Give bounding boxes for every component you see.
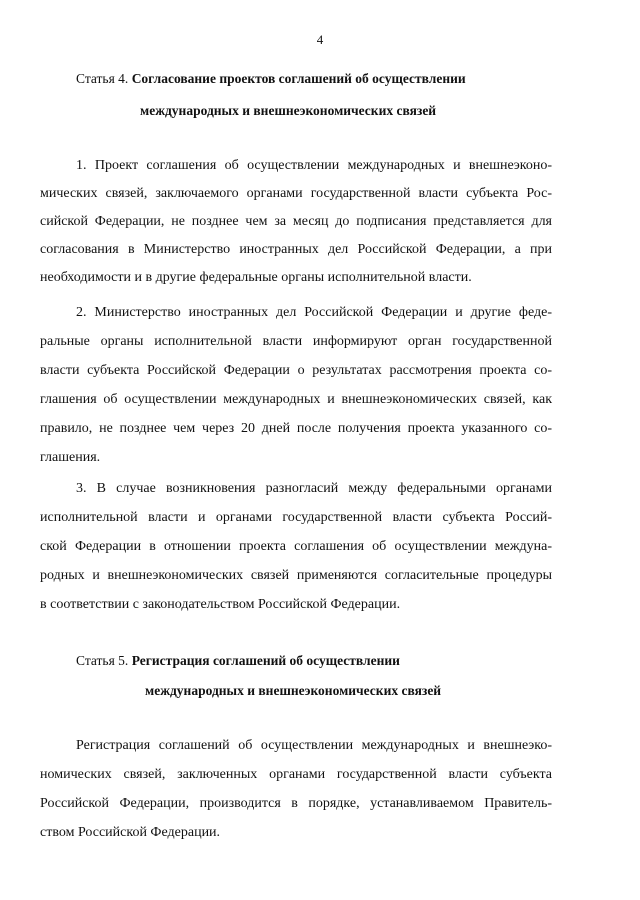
article-5-heading [76,652,400,670]
text-line: ской Федерации в отношении проекта соглашения об осуществлении междуна- [40,539,552,554]
text-line: номических связей, заключенных органами государственной власти субъекта [40,767,552,782]
article-4-heading [76,70,466,88]
text-line: 1. Проект соглашения об осуществлении международных и внешнеэконо- [76,158,552,173]
text-line: ством Российской Федерации. [40,825,221,840]
text-line: необходимости и в другие федеральные органы исполнительной власти. [40,270,472,285]
text-line: глашения об осуществлении международных и внешнеэкономических связей, как [40,392,552,407]
text-line: глашения. [40,450,101,465]
text-line: родных и внешнеэкономических связей применяются согласительные процедуры [40,568,552,583]
text-line: власти субъекта Российской Федерации о результатах рассмотрения проекта со- [40,363,552,378]
article-5-title-line-2: международных и внешнеэкономических связей [145,683,442,698]
page-number: 4 [316,32,324,47]
text-line: Российской Федерации, производится в порядке, устанавливаемом Правитель- [40,796,552,811]
text-line: мических связей, заключаемого органами государственной власти субъекта Рос- [40,186,552,201]
text-line: Регистрация соглашений об осуществлении международных и внешнеэко- [76,738,552,753]
text-line: в соответствии с законодательством Российской Федерации. [40,597,401,612]
text-line: 3. В случае возникновения разногласий между федеральными органами [76,481,552,496]
article-5-number: Статья 5. [76,653,129,668]
text-line: сийской Федерации, не позднее чем за месяц до подписания представляется для [40,214,552,229]
article-4-title-line-2: международных и внешнеэкономических связей [140,103,437,118]
article-4-title-line-1: Согласование проектов соглашений об осуществлении [131,71,466,86]
text-line: 2. Министерство иностранных дел Российской Федерации и другие феде- [76,305,552,320]
text-line: исполнительной власти и органами государственной власти субъекта Россий- [40,510,552,525]
text-line: ральные органы исполнительной власти информируют орган государственной [40,334,552,349]
article-4-number: Статья 4. [76,71,129,86]
text-line: правило, не позднее чем через 20 дней после получения проекта указанного со- [40,421,552,436]
article-5-title-line-1: Регистрация соглашений об осуществлении [131,653,400,668]
text-line: согласования в Министерство иностранных дел Российской Федерации, а при [40,242,552,257]
